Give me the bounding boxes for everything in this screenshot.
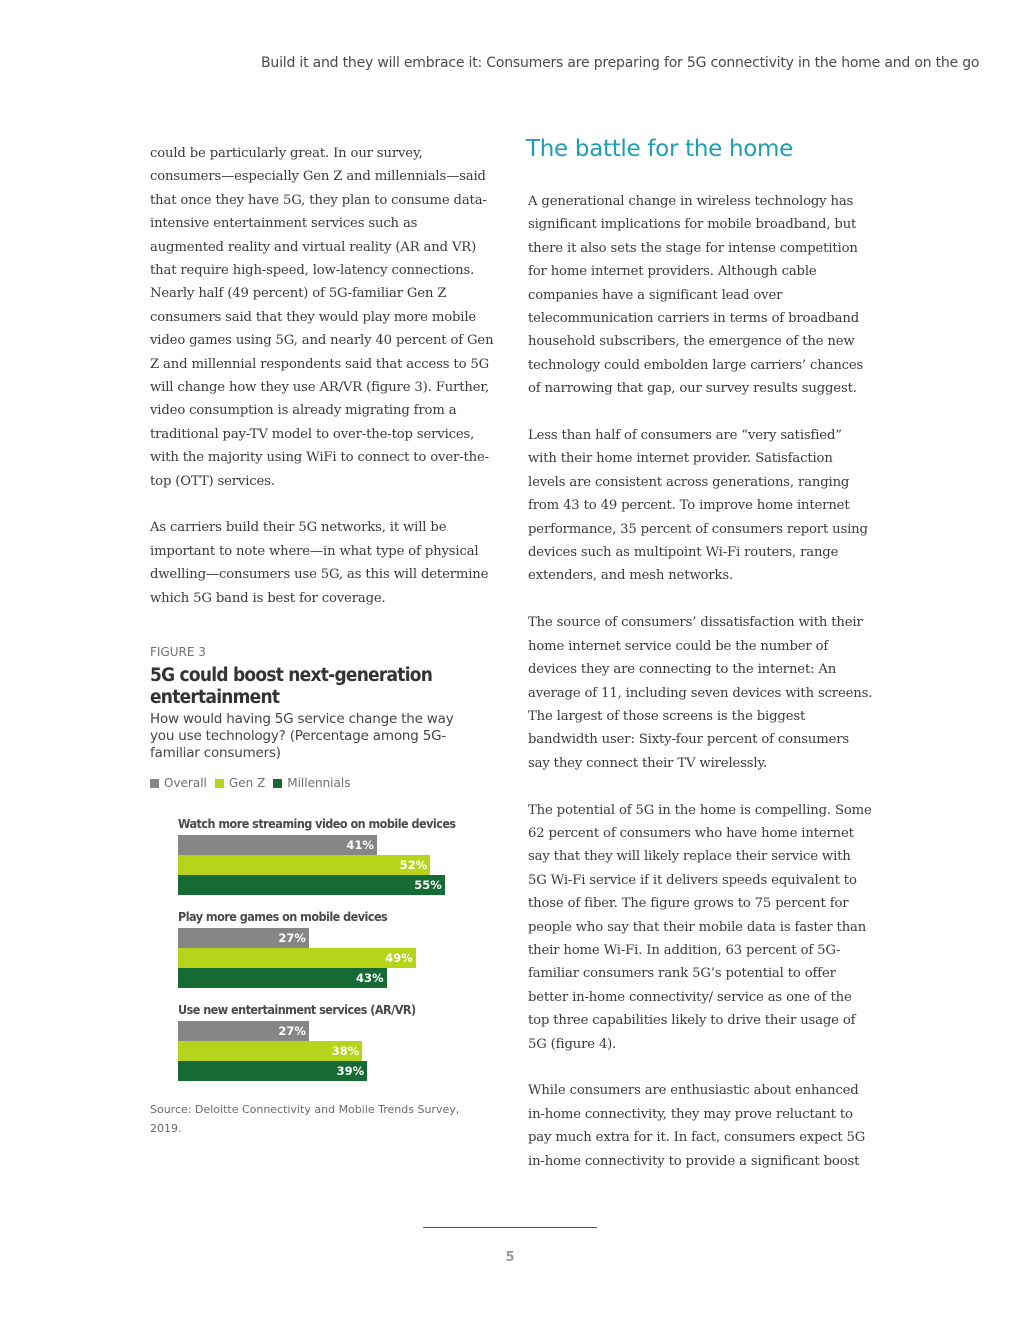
bar-millennials: 43%	[178, 968, 387, 988]
bar-overall: 41%	[178, 835, 377, 855]
body-paragraph: Less than half of consumers are “very satisfied” with their home internet provider. Satisfaction levels are consistent across generations, ranging from 43 to 49 percent. To improve home internet performance, 35 percent of consumers report using devices such as multipoint Wi-Fi routers, range extenders, and mesh networks.	[528, 428, 868, 584]
legend-label: Millennials	[287, 776, 351, 790]
figure-title: 5G could boost next-generation entertainment	[150, 665, 433, 708]
body-paragraph: could be particularly great. In our survey, consumers—especially Gen Z and millennials—said that once they have 5G, they plan to consume data-intensive entertainment services such as augmented reality and virtual reality (AR and VR) that require high-speed, low-latency connections. Nearly half (49 percent) of 5G-familiar Gen Z consumers said that they would play more mobile video games using 5G, and nearly 40 percent of Gen Z and millennial respondents said that access to 5G will change how they use AR/VR (figure 3). Further, video consumption is already migrating from a traditional pay-TV model to over-the-top services, with the majority using WiFi to connect to over-the-top (OTT) services.	[150, 146, 494, 489]
figure-3	[150, 645, 490, 790]
chart-group	[178, 815, 478, 895]
category-label: Watch more streaming video on mobile devices	[178, 816, 456, 831]
legend-label: Overall	[164, 776, 207, 790]
body-paragraph: The source of consumers’ dissatisfaction with their home internet service could be the number of devices they are connecting to the internet: An average of 11, including seven devices with screens. The largest of those screens is the biggest bandwidth user: Sixty-four percent of consumers say they connect their TV wirelessly.	[528, 615, 873, 771]
legend-item-millennials	[273, 776, 350, 790]
body-paragraph: A generational change in wireless technology has significant implications for mobile broadband, but there it also sets the stage for intense competition for home internet providers. Although cable companies have a significant lead over telecommunication carriers in terms of broadband household subscribers, the emergence of the new technology could embolden large carriers’ chances of narrowing that gap, our survey results suggest.	[528, 194, 864, 397]
body-paragraph: As carriers build their 5G networks, it will be important to note where—in what type of physical dwelling—consumers use 5G, as this will determine which 5G band is best for coverage.	[150, 520, 489, 606]
category-label: Play more games on mobile devices	[178, 909, 388, 924]
figure-source: Source: Deloitte Connectivity and Mobile Trends Survey, 2019.	[150, 1103, 460, 1135]
figure-subtitle: How would having 5G service change the way you use technology? (Percentage among 5G-familiar consumers)	[150, 711, 454, 761]
body-paragraph: While consumers are enthusiastic about enhanced in-home connectivity, they may prove reluctant to pay much extra for it. In fact, consumers expect 5G in-home connectivity to provide a significant boost	[528, 1083, 866, 1169]
chart-group	[178, 908, 478, 988]
running-header-title: Build it and they will embrace it: Consumers are preparing for 5G connectivity in the home and on the go	[261, 55, 980, 71]
footer-divider	[423, 1227, 597, 1228]
category-label: Use new entertainment services (AR/VR)	[178, 1002, 416, 1017]
bar-overall: 27%	[178, 1021, 309, 1041]
bar-overall: 27%	[178, 928, 309, 948]
legend-item-overall	[150, 776, 207, 790]
bar-millennials: 39%	[178, 1061, 367, 1081]
body-paragraph: The potential of 5G in the home is compelling. Some 62 percent of consumers who have home internet say that they will likely replace their service with 5G Wi-Fi service if it delivers speeds equivalent to those of fiber. The figure grows to 75 percent for people who say that their mobile data is faster than their home Wi-Fi. In addition, 63 percent of 5G-familiar consumers rank 5G’s potential to offer better in-home connectivity/ service as one of the top three capabilities likely to drive their usage of 5G (figure 4).	[528, 802, 872, 1052]
legend-label: Gen Z	[228, 776, 266, 790]
legend-swatch-overall-icon	[150, 779, 159, 788]
legend-swatch-genz-icon	[215, 779, 224, 788]
bar-millennials: 55%	[178, 875, 445, 895]
bar-chart	[178, 815, 478, 1094]
right-column	[528, 136, 873, 1196]
chart-group	[178, 1001, 478, 1081]
figure-label: FIGURE 3	[150, 645, 206, 659]
page-number: 5	[505, 1250, 515, 1265]
bar-genz: 38%	[178, 1041, 362, 1061]
left-column	[150, 142, 495, 634]
bar-genz: 52%	[178, 855, 430, 875]
legend-swatch-millennials-icon	[273, 779, 282, 788]
bar-genz: 49%	[178, 948, 416, 968]
chart-legend	[150, 776, 490, 790]
section-title: The battle for the home	[526, 136, 793, 162]
legend-item-genz	[215, 776, 265, 790]
